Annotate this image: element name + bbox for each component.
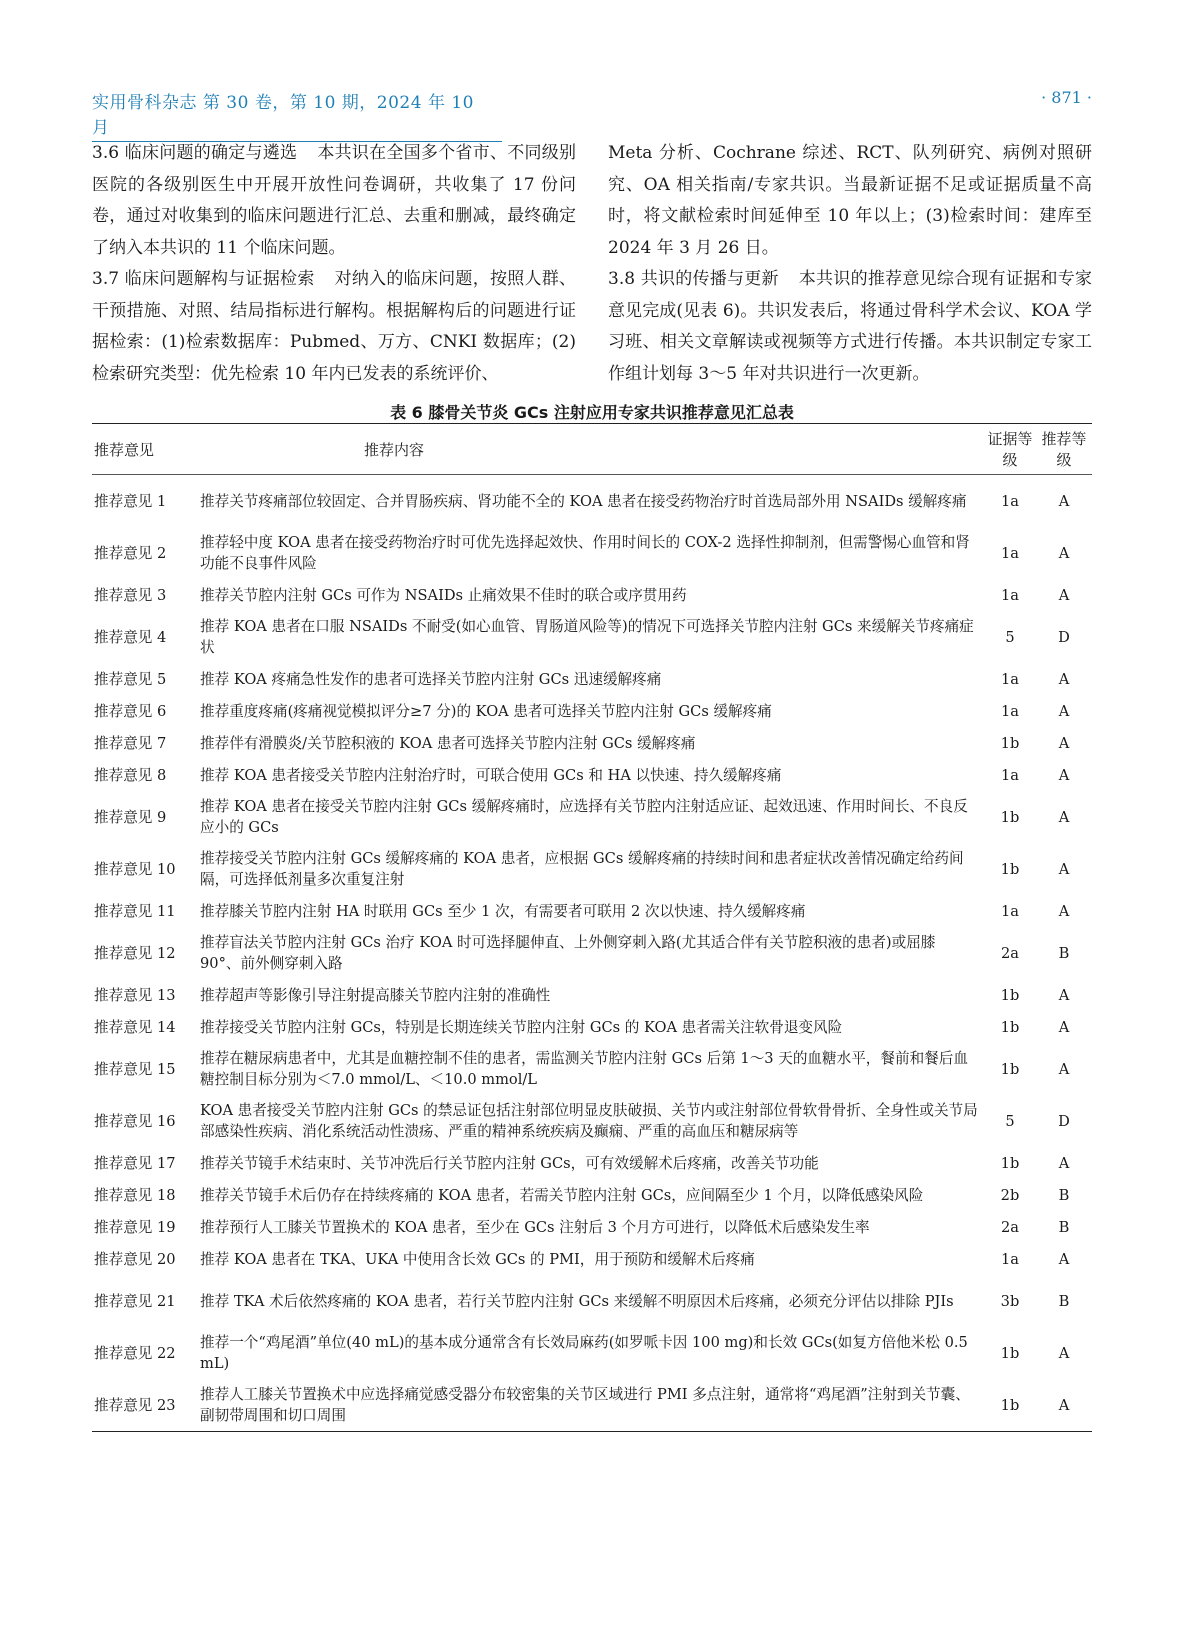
recommendation-id: 推荐意见 21 xyxy=(94,1292,176,1310)
recommendation-content: 推荐一个“鸡尾酒”单位(40 mL)的基本成分通常含有长效局麻药(如罗哌卡因 100 mg)和长效 GCs(如复方倍他米松 0.5 mL) xyxy=(200,1334,968,1372)
evidence-level: 1b xyxy=(1000,1396,1020,1414)
recommendation-grade: A xyxy=(1058,702,1070,720)
evidence-level: 2a xyxy=(1001,1218,1019,1236)
section-3-7-text: 对纳入的临床问题，按照人群、干预措施、对照、结局指标进行解构。根据解构后的问题进行证据检索：(1)检索数据库：Pubmed、万方、CNKI 数据库；(2)检索研究类型：优先检索 10 年内已发表的系统评价、 xyxy=(92,269,576,384)
recommendation-id: 推荐意见 18 xyxy=(94,1186,176,1204)
table-row xyxy=(92,979,1092,1011)
evidence-level: 1b xyxy=(1000,1154,1020,1172)
recommendation-id: 推荐意见 17 xyxy=(94,1154,176,1172)
recommendation-id: 推荐意见 4 xyxy=(94,628,167,646)
recommendation-content: 推荐 KOA 患者接受关节腔内注射治疗时，可联合使用 GCs 和 HA 以快速、持久缓解疼痛 xyxy=(200,766,782,784)
recommendation-grade: A xyxy=(1058,586,1070,604)
evidence-level: 1a xyxy=(1001,544,1019,562)
recommendation-content: 推荐 KOA 患者在口服 NSAIDs 不耐受(如心血管、胃肠道风险等)的情况下可选择关节腔内注射 GCs 来缓解关节疼痛症状 xyxy=(200,618,974,656)
evidence-level: 1a xyxy=(1001,1250,1019,1268)
journal-info: 实用骨科杂志 第 30 卷，第 10 期，2024 年 10 月 xyxy=(92,88,502,142)
right-column xyxy=(608,138,1092,390)
table-row xyxy=(92,843,1092,895)
section-3-7-continued: Meta 分析、Cochrane 综述、RCT、队列研究、病例对照研究、OA 相关指南/专家共识。当最新证据不足或证据质量不高时，将文献检索时间延伸至 10 年以上；(3)检索时间：建库至 2024 年 3 月 26 日。 xyxy=(608,143,1092,258)
evidence-level: 1b xyxy=(1000,1060,1020,1078)
recommendation-content: 推荐关节镜手术结束时、关节冲洗后行关节腔内注射 GCs，可有效缓解术后疼痛，改善关节功能 xyxy=(200,1154,819,1172)
recommendation-grade: A xyxy=(1058,902,1070,920)
table-row xyxy=(92,1211,1092,1243)
recommendation-id: 推荐意见 15 xyxy=(94,1060,176,1078)
recommendation-id: 推荐意见 6 xyxy=(94,702,167,720)
recommendation-grade: A xyxy=(1058,1396,1070,1414)
recommendation-grade: A xyxy=(1058,1344,1070,1362)
evidence-level: 1b xyxy=(1000,1344,1020,1362)
recommendation-grade: B xyxy=(1058,1292,1070,1310)
table-row xyxy=(92,1179,1092,1211)
recommendation-grade: B xyxy=(1058,1218,1070,1236)
recommendation-grade: A xyxy=(1058,860,1070,878)
recommendation-content: 推荐预行人工膝关节置换术的 KOA 患者，至少在 GCs 注射后 3 个月方可进行，以降低术后感染发生率 xyxy=(200,1218,870,1236)
recommendation-grade: D xyxy=(1058,628,1070,646)
page-number: · 871 · xyxy=(1041,88,1092,107)
recommendation-grade: A xyxy=(1058,1060,1070,1078)
table-header-row xyxy=(92,424,1092,475)
evidence-level: 1b xyxy=(1000,1018,1020,1036)
recommendation-id: 推荐意见 13 xyxy=(94,986,176,1004)
recommendation-content: 推荐关节腔内注射 GCs 可作为 NSAIDs 止痛效果不佳时的联合或序贯用药 xyxy=(200,586,687,604)
recommendation-content: 推荐 KOA 患者在接受关节腔内注射 GCs 缓解疼痛时，应选择有关节腔内注射适应证、起效迅速、作用时间长、不良反应小的 GCs xyxy=(200,798,968,836)
section-3-6-text: 本共识在全国多个省市、不同级别医院的各级别医生中开展开放性问卷调研，共收集了 17 份问卷，通过对收集到的临床问题进行汇总、去重和删减，最终确定了纳入本共识的 11 个临床问题。 xyxy=(92,143,576,258)
recommendation-content: 推荐伴有滑膜炎/关节腔积液的 KOA 患者可选择关节腔内注射 GCs 缓解疼痛 xyxy=(200,734,696,752)
recommendation-grade: A xyxy=(1058,734,1070,752)
recommendation-content: 推荐 KOA 患者在 TKA、UKA 中使用含长效 GCs 的 PMI，用于预防和缓解术后疼痛 xyxy=(200,1250,755,1268)
recommendation-grade: A xyxy=(1058,544,1070,562)
table-row xyxy=(92,611,1092,663)
section-3-8 xyxy=(608,264,1092,390)
evidence-level: 1a xyxy=(1001,670,1019,688)
table-row xyxy=(92,895,1092,927)
recommendation-content: 推荐重度疼痛(疼痛视觉模拟评分≥7 分)的 KOA 患者可选择关节腔内注射 GCs 缓解疼痛 xyxy=(200,702,772,720)
recommendation-content: 推荐盲法关节腔内注射 GCs 治疗 KOA 时可选择腿伸直、上外侧穿刺入路(尤其适合伴有关节腔积液的患者)或屈膝 90°、前外侧穿刺入路 xyxy=(200,934,936,972)
evidence-level: 2a xyxy=(1001,944,1019,962)
evidence-level: 2b xyxy=(1000,1186,1020,1204)
recommendation-content: 推荐接受关节腔内注射 GCs 缓解疼痛的 KOA 患者，应根据 GCs 缓解疼痛的持续时间和患者症状改善情况确定给药间隔，可选择低剂量多次重复注射 xyxy=(200,850,964,888)
table-row xyxy=(92,1243,1092,1275)
recommendation-id: 推荐意见 2 xyxy=(94,544,167,562)
evidence-level: 1b xyxy=(1000,734,1020,752)
evidence-level: 1a xyxy=(1001,492,1019,510)
recommendation-id: 推荐意见 16 xyxy=(94,1112,176,1130)
recommendation-id: 推荐意见 19 xyxy=(94,1218,176,1236)
recommendation-content: 推荐人工膝关节置换术中应选择痛觉感受器分布较密集的关节区域进行 PMI 多点注射，通常将“鸡尾酒”注射到关节囊、副韧带周围和切口周围 xyxy=(200,1386,970,1424)
recommendation-content: 推荐轻中度 KOA 患者在接受药物治疗时可优先选择起效快、作用时间长的 COX-2 选择性抑制剂，但需警惕心血管和肾功能不良事件风险 xyxy=(200,534,970,572)
evidence-level: 5 xyxy=(1005,1112,1015,1130)
table-row xyxy=(92,759,1092,791)
recommendation-id: 推荐意见 23 xyxy=(94,1396,176,1414)
recommendation-content: 推荐关节镜手术后仍存在持续疼痛的 KOA 患者，若需关节腔内注射 GCs，应间隔至少 1 个月，以降低感染风险 xyxy=(200,1186,924,1204)
table-row xyxy=(92,1043,1092,1095)
recommendation-id: 推荐意见 9 xyxy=(94,808,167,826)
header-recommendation-grade: 推荐等级 xyxy=(1041,430,1087,469)
recommendation-table xyxy=(92,423,1092,1432)
section-3-8-title: 3.8 共识的传播与更新 xyxy=(608,269,779,289)
recommendation-grade: A xyxy=(1058,986,1070,1004)
recommendation-grade: B xyxy=(1058,1186,1070,1204)
recommendation-content: 推荐关节疼痛部位较固定、合并胃肠疾病、肾功能不全的 KOA 患者在接受药物治疗时首选局部外用 NSAIDs 缓解疼痛 xyxy=(200,492,967,510)
recommendation-content: 推荐 KOA 疼痛急性发作的患者可选择关节腔内注射 GCs 迅速缓解疼痛 xyxy=(200,670,662,688)
table-row xyxy=(92,475,1092,527)
recommendation-grade: A xyxy=(1058,1018,1070,1036)
recommendation-id: 推荐意见 12 xyxy=(94,944,176,962)
section-3-7-title: 3.7 临床问题解构与证据检索 xyxy=(92,269,315,289)
recommendation-grade: A xyxy=(1058,1250,1070,1268)
recommendation-grade: D xyxy=(1058,1112,1070,1130)
table-row xyxy=(92,579,1092,611)
table-row xyxy=(92,927,1092,979)
recommendation-id: 推荐意见 3 xyxy=(94,586,167,604)
body-text xyxy=(92,138,1092,400)
recommendation-id: 推荐意见 11 xyxy=(94,902,176,920)
table-row xyxy=(92,1095,1092,1147)
running-header xyxy=(92,88,1092,138)
recommendation-grade: A xyxy=(1058,766,1070,784)
evidence-level: 1b xyxy=(1000,808,1020,826)
section-3-7 xyxy=(92,264,576,390)
evidence-level: 1a xyxy=(1001,766,1019,784)
recommendation-id: 推荐意见 14 xyxy=(94,1018,176,1036)
table-row xyxy=(92,1327,1092,1379)
header-recommendation: 推荐意见 xyxy=(94,440,155,459)
table-row xyxy=(92,695,1092,727)
recommendation-id: 推荐意见 10 xyxy=(94,860,176,878)
recommendation-content: 推荐膝关节腔内注射 HA 时联用 GCs 至少 1 次，有需要者可联用 2 次以快速、持久缓解疼痛 xyxy=(200,902,806,920)
recommendation-content: 推荐 TKA 术后依然疼痛的 KOA 患者，若行关节腔内注射 GCs 来缓解不明原因术后疼痛，必须充分评估以排除 PJIs xyxy=(200,1292,954,1310)
section-3-8-text: 本共识的推荐意见综合现有证据和专家意见完成(见表 6)。共识发表后，将通过骨科学术会议、KOA 学习班、相关文章解读或视频等方式进行传播。本共识制定专家工作组计划每 3～5 年对共识进行一次更新。 xyxy=(608,269,1092,384)
table-row xyxy=(92,527,1092,579)
recommendation-id: 推荐意见 7 xyxy=(94,734,167,752)
recommendation-id: 推荐意见 5 xyxy=(94,670,167,688)
recommendation-grade: A xyxy=(1058,808,1070,826)
recommendation-content: 推荐超声等影像引导注射提高膝关节腔内注射的准确性 xyxy=(200,986,551,1004)
table-row xyxy=(92,663,1092,695)
header-evidence-level: 证据等级 xyxy=(987,430,1033,469)
table-row xyxy=(92,791,1092,843)
recommendation-content: 推荐在糖尿病患者中，尤其是血糖控制不佳的患者，需监测关节腔内注射 GCs 后第 1～3 天的血糖水平，餐前和餐后血糖控制目标分别为＜7.0 mmol/L、＜10.0 mmol/L xyxy=(200,1050,968,1088)
recommendation-id: 推荐意见 8 xyxy=(94,766,167,784)
evidence-level: 1a xyxy=(1001,586,1019,604)
table-row xyxy=(92,727,1092,759)
header-content: 推荐内容 xyxy=(364,440,425,459)
evidence-level: 5 xyxy=(1005,628,1015,646)
table-row xyxy=(92,1379,1092,1431)
evidence-level: 3b xyxy=(1000,1292,1020,1310)
evidence-level: 1b xyxy=(1000,986,1020,1004)
table-row xyxy=(92,1147,1092,1179)
table-row xyxy=(92,1275,1092,1327)
evidence-level: 1a xyxy=(1001,702,1019,720)
recommendation-id: 推荐意见 22 xyxy=(94,1344,176,1362)
recommendation-grade: A xyxy=(1058,670,1070,688)
table-body xyxy=(92,475,1092,1431)
table-row xyxy=(92,1011,1092,1043)
left-column xyxy=(92,138,576,390)
recommendation-id: 推荐意见 20 xyxy=(94,1250,176,1268)
evidence-level: 1b xyxy=(1000,860,1020,878)
recommendation-grade: A xyxy=(1058,1154,1070,1172)
evidence-level: 1a xyxy=(1001,902,1019,920)
recommendation-content: 推荐接受关节腔内注射 GCs，特别是长期连续关节腔内注射 GCs 的 KOA 患者需关注软骨退变风险 xyxy=(200,1018,843,1036)
recommendation-grade: A xyxy=(1058,492,1070,510)
recommendation-grade: B xyxy=(1058,944,1070,962)
table-caption: 表 6 膝骨关节炎 GCs 注射应用专家共识推荐意见汇总表 xyxy=(390,403,794,422)
section-3-6 xyxy=(92,138,576,264)
recommendation-id: 推荐意见 1 xyxy=(94,492,167,510)
recommendation-content: KOA 患者接受关节腔内注射 GCs 的禁忌证包括注射部位明显皮肤破损、关节内或注射部位骨软骨骨折、全身性或关节局部感染性疾病、消化系统活动性溃疡、严重的精神系统疾病及癫痫、严重的高血压和糖尿病等 xyxy=(200,1102,978,1140)
section-3-6-title: 3.6 临床问题的确定与遴选 xyxy=(92,143,298,163)
